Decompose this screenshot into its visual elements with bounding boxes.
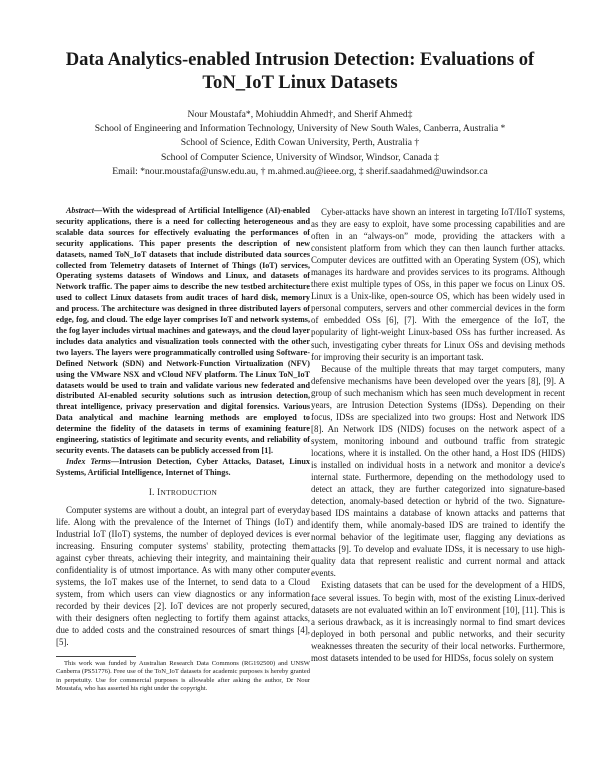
section-number: I. [148,486,155,497]
index-terms-text: Intrusion Detection, Cyber Attacks, Dataset, Linux Systems, Artificial Intelligence, Internet of Things. [56,456,310,477]
affiliation-windsor: School of Computer Science, University of Windsor, Windsor, Canada ‡ [161,151,439,163]
funding-footnote: This work was funded by Australian Research Data Commons (RG192500) and UNSW Canberra (PS51776). Free use of the ToN_IoT datasets for academic purposes is hereby granted in perpetuity. Use for commercial purposes is allowable after asking the author, Dr Nour Moustafa, who has asserted his right under the copyright. [56,660,310,692]
index-terms-label: Index Terms [66,456,111,466]
author-names: Nour Moustafa*, Mohiuddin Ahmed†, and Sherif Ahmed‡ [187,109,413,120]
paper-title: Data Analytics-enabled Intrusion Detection: Evaluations of ToN_IoT Linux Datasets [65,49,535,93]
body-paragraph-datasets: Existing datasets that can be used for the development of a HIDS, face several issues. To begin with, most of the existing Linux-derived datasets are not evaluated within an IoT environment [10], [11]. This is a serious drawback, as it is increasingly normal to find smart devices deployed in both personal and public networks, and their security weaknesses threaten the security of their local networks. Furthermore, most datasets intended to be used for HIDSs, focus solely on system [311,580,565,663]
footnote-divider [56,656,136,657]
right-column [311,206,565,664]
left-column [56,206,310,693]
section-title-rest: NTRODUCTION [160,487,218,497]
section-heading-introduction [56,486,310,499]
index-terms: Index Terms—Intrusion Detection, Cyber Attacks, Dataset, Linux Systems, Artificial Intelligence, Internet of Things. [56,456,310,477]
body-paragraph-ids: Because of the multiple threats that may target computers, many defensive mechanisms have been developed over the years [8], [9]. A group of such mechanism which has seen much development in recent years, are Intrusion Detection Systems (IDSs). Depending on their focus, IDSs are specialized into two groups: Host and Network IDS [8]. An Network IDS (NIDS) focuses on the network aspect of a system, monitoring inbound and outbound traffic from strategic locations, where it is installed. On the other hand, a Host IDS (HIDS) is installed on individual hosts in a network and monitor a device's internal state. Furthermore, depending on the methodology used to detect an attack, they are further categorized into signature-based detection, anomaly-based detection or hybrid of the two. Signature-based IDS maintains a database of known attacks and patterns that identify them, while anomaly-based IDS are trained to identify the normal behavior of the legitimate user, flagging any deviations as attacks [9]. To develop and evaluate IDSs, it is necessary to use high-quality data that represent realistic and current normal and attack events. [311,363,565,579]
abstract-label: Abstract [66,206,94,215]
abstract-text: With the widespread of Artificial Intelligence (AI)-enabled security applications, there is a need for collecting heterogeneous and scalable data sources for effectively evaluating the performances of security applications. This paper presents the description of new datasets, named ToN_IoT datasets that include distributed data sources collected from Telemetry datasets of Internet of Things (IoT) services, Operating systems datasets of Windows and Linux, and datasets of Network traffic. The paper aims to describe the new testbed architecture used to collect Linux datasets from audit traces of hard disk, memory and process. The architecture was designed in three distributed layers of edge, fog, and cloud. The edge layer comprises IoT and network systems, the fog layer includes virtual machines and gateways, and the cloud layer includes data analytics and visualization tools connected with the other two layers. The layers were programmatically controlled using Software-Defined Network (SDN) and Network-Function Virtualization (NFV) using the VMware NSX and vCloud NFV platform. The Linux ToN_IoT datasets would be used to train and validate various new federated and distributed AI-enabled security solutions such as intrusion detection, threat intelligence, privacy preservation and digital forensics. Various Data analytical and machine learning methods are employed to determine the fidelity of the datasets in terms of examining feature engineering, statistics of legitimate and security events, and reliability of security events. The datasets can be publicly accessed from [1]. [56,206,310,455]
author-emails: Email: *nour.moustafa@unsw.edu.au, † m.ahmed.au@ieee.org, ‡ sherif.saadahmed@uwindsor.ca [112,165,488,177]
author-block [30,108,570,179]
body-paragraph-cyber-attacks: Cyber-attacks have shown an interest in targeting IoT/IIoT systems, as they are easy to exploit, have some processing capabilities and are often in an “always-on” mode, providing the attackers with a consistent platform from which they can then launch further attacks. Computer devices are outfitted with an Operating System (OS), which manages its hardware and provides services to its programs. Although there exist multiple types of OSs, in this paper we focus on Linux OS. Linux is a Unix-like, open-source OS, which has been widely used in personal computers, servers and other commercial devices in the form of embedded OSs [6], [7]. With the emergence of the IoT, the popularity of light-weight Linux-based OSs has further increased. As such, investigating cyber threats for Linux OSs and devising methods for improving their security is an important task. [311,207,565,362]
intro-paragraph-1: Computer systems are without a doubt, an integral part of everyday life. Along with the prevalence of the Internet of Things (IoT) and Industrial IoT (IIoT) systems, the number of deployed devices is ever increasing. Ensuring computer systems' stability, protecting them against cyber threats, achieving their integrity, and maintaining their confidentiality is of utmost importance. As with many other computer systems, the IoT makes use of the Internet, to send data to a Cloud system, from which users can view diagnostics or any information recorded by their devices [2]. IoT devices are not properly secured, with their designers often neglecting to fortify them against attacks, due to added costs and the constrained resources of smart things [4], [5]. [56,504,310,648]
affiliation-ecu: School of Science, Edith Cowan University, Perth, Australia † [180,137,420,149]
abstract: Abstract—With the widespread of Artificial Intelligence (AI)-enabled security applications, there is a need for collecting heterogeneous and scalable data sources for effectively evaluating the performances of security applications. This paper presents the description of new datasets, named ToN_IoT datasets that include distributed data sources collected from Telemetry datasets of Internet of Things (IoT) services, Operating systems datasets of Windows and Linux, and datasets of Network traffic. The paper aims to describe the new testbed architecture used to collect Linux datasets from audit traces of hard disk, memory and process. The architecture was designed in three distributed layers of edge, fog, and cloud. The edge layer comprises IoT and network systems, the fog layer includes virtual machines and gateways, and the cloud layer includes data analytics and visualization tools connected with the other two layers. The layers were programmatically controlled using Software-Defined Network (SDN) and Network-Function Virtualization (NFV) using the VMware NSX and vCloud NFV platform. The Linux ToN_IoT datasets would be used to train and validate various new federated and distributed AI-enabled security solutions such as intrusion detection, threat intelligence, privacy preservation and digital forensics. Various Data analytical and machine learning methods are employed to determine the fidelity of the datasets in terms of examining feature engineering, statistics of legitimate and security events, and reliability of security events. The datasets can be publicly accessed from [1]. [56,206,310,455]
affiliation-unsw: School of Engineering and Information Technology, University of New South Wales, Canberra, Australia * [94,123,506,135]
section-title-initial: I [157,486,161,497]
